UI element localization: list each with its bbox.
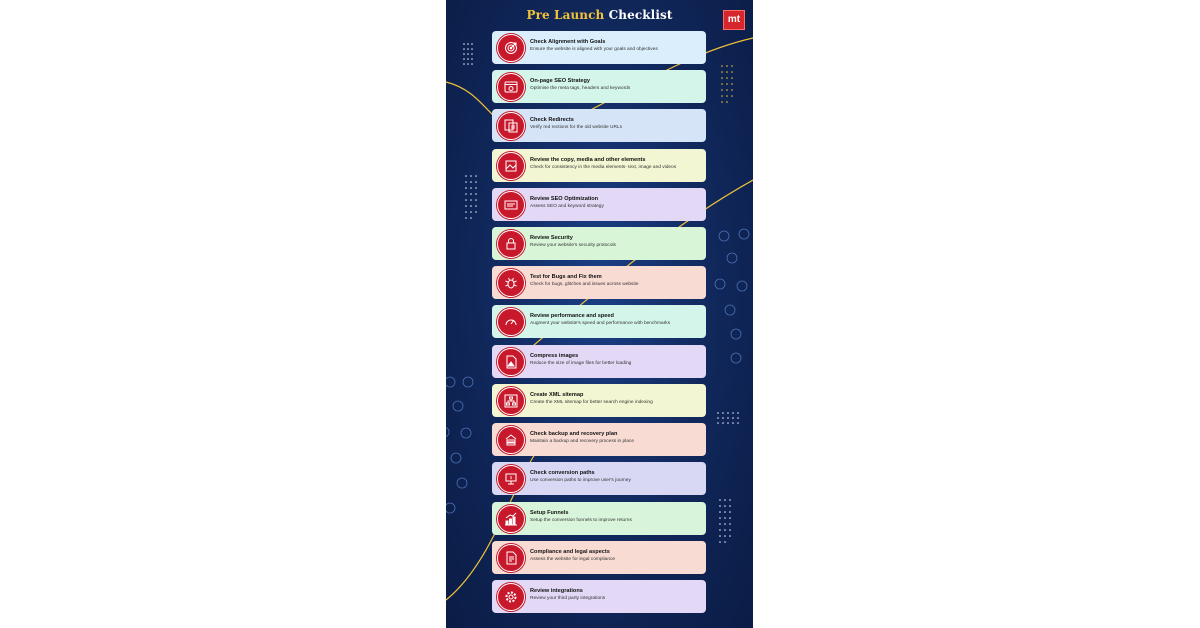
item-title: Check backup and recovery plan [530, 431, 618, 437]
seo-icon [497, 191, 525, 219]
target-icon [497, 34, 525, 62]
checklist-item [492, 109, 706, 142]
checklist-item [492, 502, 706, 535]
gear-icon [497, 583, 525, 611]
checklist-item [492, 345, 706, 378]
item-description: Verify red rections for the old website URLs [530, 125, 622, 130]
title-part-1: Pre Launch [526, 8, 605, 22]
item-description: Review your website's security protocols [530, 243, 616, 248]
speedometer-icon [497, 308, 525, 336]
checklist-item [492, 227, 706, 260]
checklist-item [492, 462, 706, 495]
item-description: Ensure the website is aligned with your goals and objectives [530, 47, 658, 52]
page-title [446, 8, 753, 22]
conversion-icon [497, 465, 525, 493]
svg-text:$: $ [509, 475, 513, 481]
item-description: Setup the conversion funnels to improve returns [530, 518, 632, 523]
item-description: Use conversion paths to improve user's journey [530, 478, 631, 483]
item-title: Test for Bugs and Fix them [530, 274, 602, 280]
item-title: Setup Funnels [530, 510, 569, 516]
checklist-item [492, 266, 706, 299]
checklist-item [492, 580, 706, 613]
checklist-item [492, 423, 706, 456]
item-title: Check Redirects [530, 117, 574, 123]
item-description: Reduce the size of image files for better loading [530, 361, 632, 366]
title-part-2: Checklist [608, 8, 673, 22]
bug-icon [497, 269, 525, 297]
item-title: Check conversion paths [530, 470, 595, 476]
item-title: Compress images [530, 353, 579, 359]
item-description: Augment your website's speed and performance with benchmarks [530, 321, 671, 326]
growth-chart-icon [497, 505, 525, 533]
item-title: Check Alignment with Goals [530, 39, 606, 45]
item-description: Assess the website for legal compliance [530, 557, 616, 562]
item-title: On-page SEO Strategy [530, 78, 590, 84]
item-title: Review the copy, media and other elements [530, 157, 646, 163]
infographic-panel [446, 0, 753, 628]
item-description: Check for consistency in the media elements- text, image and videos [530, 165, 677, 170]
lock-icon [497, 230, 525, 258]
item-title: Review performance and speed [530, 313, 614, 319]
media-icon [497, 152, 525, 180]
checklist-item [492, 188, 706, 221]
item-description: Check for bugs, glitches and issues across website [530, 282, 639, 287]
image-compress-icon [497, 348, 525, 376]
checklist-item [492, 541, 706, 574]
sitemap-icon [497, 387, 525, 415]
redirect-icon [497, 112, 525, 140]
item-title: Review SEO Optimization [530, 196, 599, 202]
checklist-item [492, 70, 706, 103]
item-description: Maintain a backup and recovery process in place [530, 439, 634, 444]
seo-settings-icon [497, 73, 525, 101]
document-icon [497, 544, 525, 572]
item-title: Compliance and legal aspects [530, 549, 610, 555]
item-title: Review Security [530, 235, 573, 241]
item-description: Create the XML sitemap for better search engine indexing [530, 400, 653, 405]
item-description: Assess SEO and keyword strategy [530, 204, 604, 209]
checklist-item [492, 305, 706, 338]
backup-icon [497, 426, 525, 454]
checklist-item [492, 149, 706, 182]
item-title: Create XML sitemap [530, 392, 584, 398]
checklist-item [492, 384, 706, 417]
item-description: Optimise the meta tags, headers and keywords [530, 86, 631, 91]
checklist-item [492, 31, 706, 64]
item-description: Review your third party integrations [530, 596, 606, 601]
brand-logo: mt [723, 10, 745, 30]
item-title: Review integrations [530, 588, 583, 594]
